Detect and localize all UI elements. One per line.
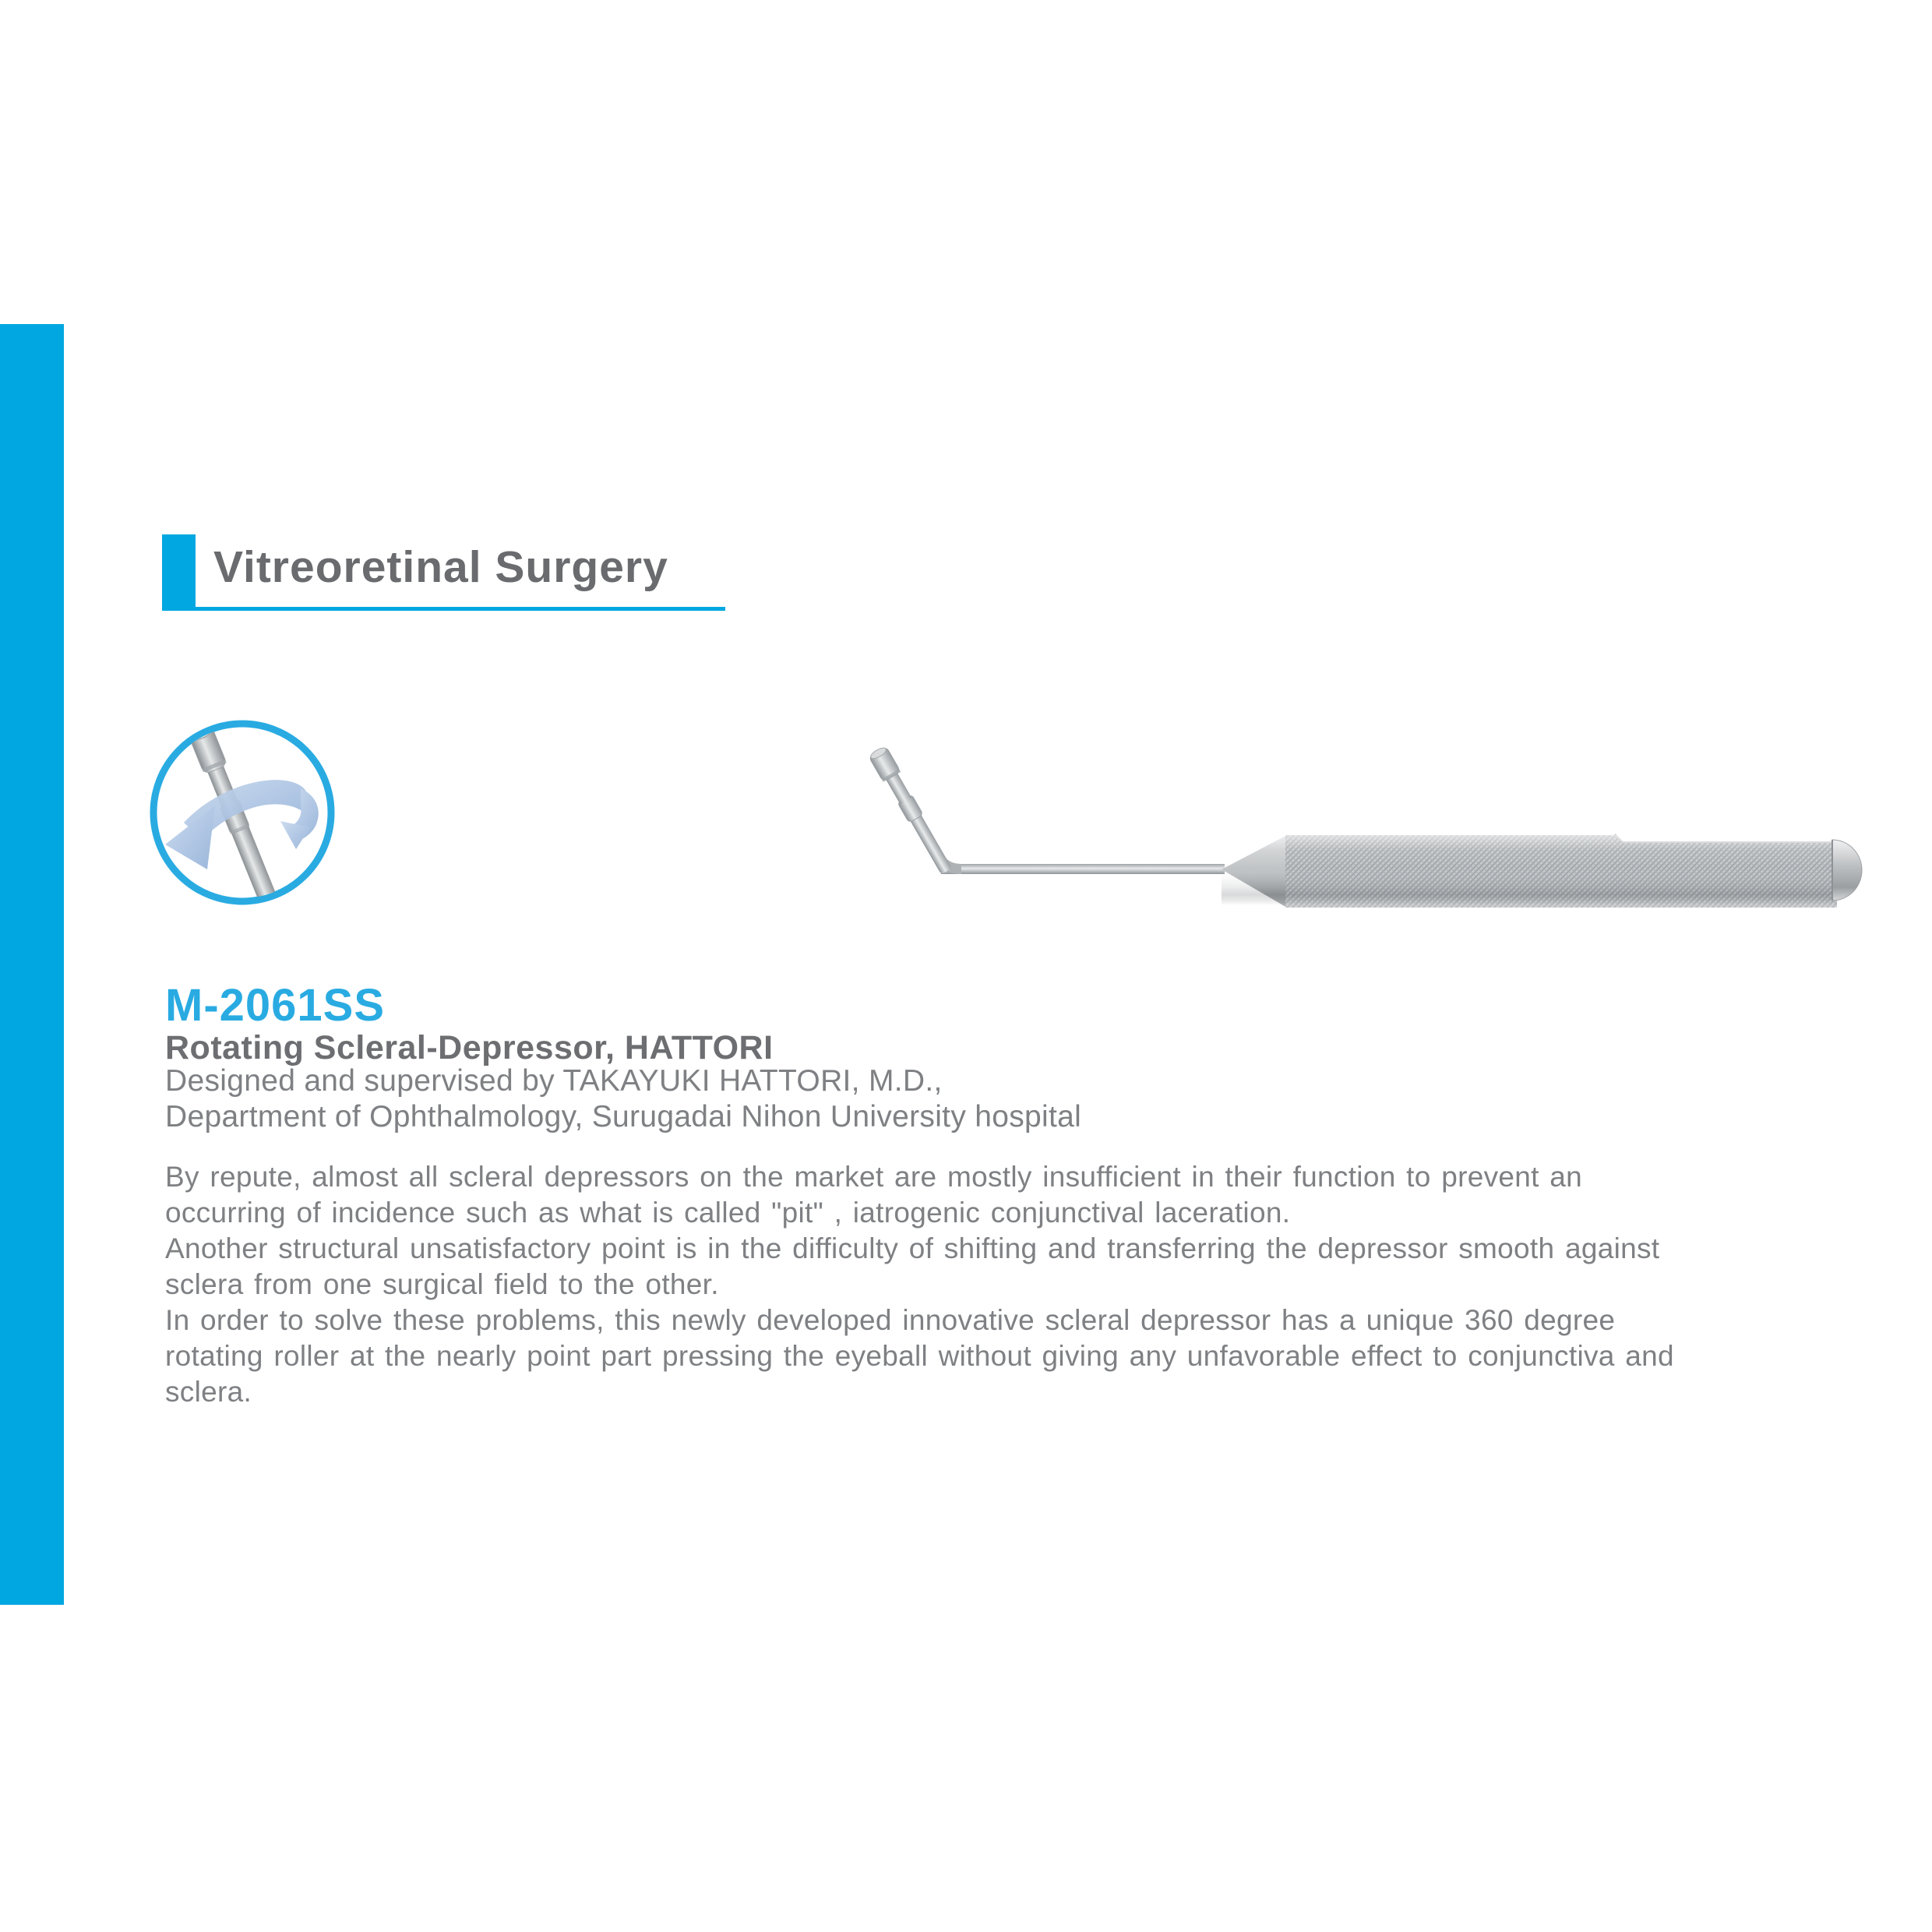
section-title-accent-block bbox=[162, 534, 196, 610]
description-line: occurring of incidence such as what is called "pit" , iatrogenic conjunctival laceration. bbox=[165, 1197, 1291, 1229]
rotation-detail-icon bbox=[148, 718, 337, 907]
designer-line-2: Department of Ophthalmology, Surugadai Nihon University hospital bbox=[165, 1100, 1082, 1133]
designer-line-1: Designed and supervised by TAKAYUKI HATTORI, M.D., bbox=[165, 1064, 943, 1098]
product-code: M-2061SS bbox=[165, 980, 386, 1031]
handle-shading bbox=[1222, 835, 1837, 908]
description-line: rotating roller at the nearly point part pressing the eyeball without giving any unfavorable effect to conjunctiva and bbox=[165, 1340, 1674, 1372]
product-description bbox=[165, 1159, 1848, 1410]
instrument-tip-roller bbox=[868, 746, 955, 876]
description-line: By repute, almost all scleral depressors on the market are mostly insufficient in their function to prevent an bbox=[165, 1161, 1583, 1193]
section-title-underline bbox=[162, 607, 725, 611]
product-photo-scleral-depressor bbox=[857, 732, 1885, 919]
description-line: sclera. bbox=[165, 1376, 252, 1408]
left-accent-bar bbox=[0, 324, 64, 1605]
description-line: Another structural unsatisfactory point is in the difficulty of shifting and transferring the depressor smooth against bbox=[165, 1232, 1660, 1264]
handle-end-cap bbox=[1832, 840, 1862, 901]
product-name: Rotating Scleral-Depressor, HATTORI bbox=[165, 1029, 774, 1066]
description-line: In order to solve these problems, this newly developed innovative scleral depressor has a unique 360 degree bbox=[165, 1304, 1616, 1336]
description-line: sclera from one surgical field to the other. bbox=[165, 1268, 719, 1300]
section-title: Vitreoretinal Surgery bbox=[213, 542, 668, 592]
instrument-shaft bbox=[941, 864, 1225, 874]
